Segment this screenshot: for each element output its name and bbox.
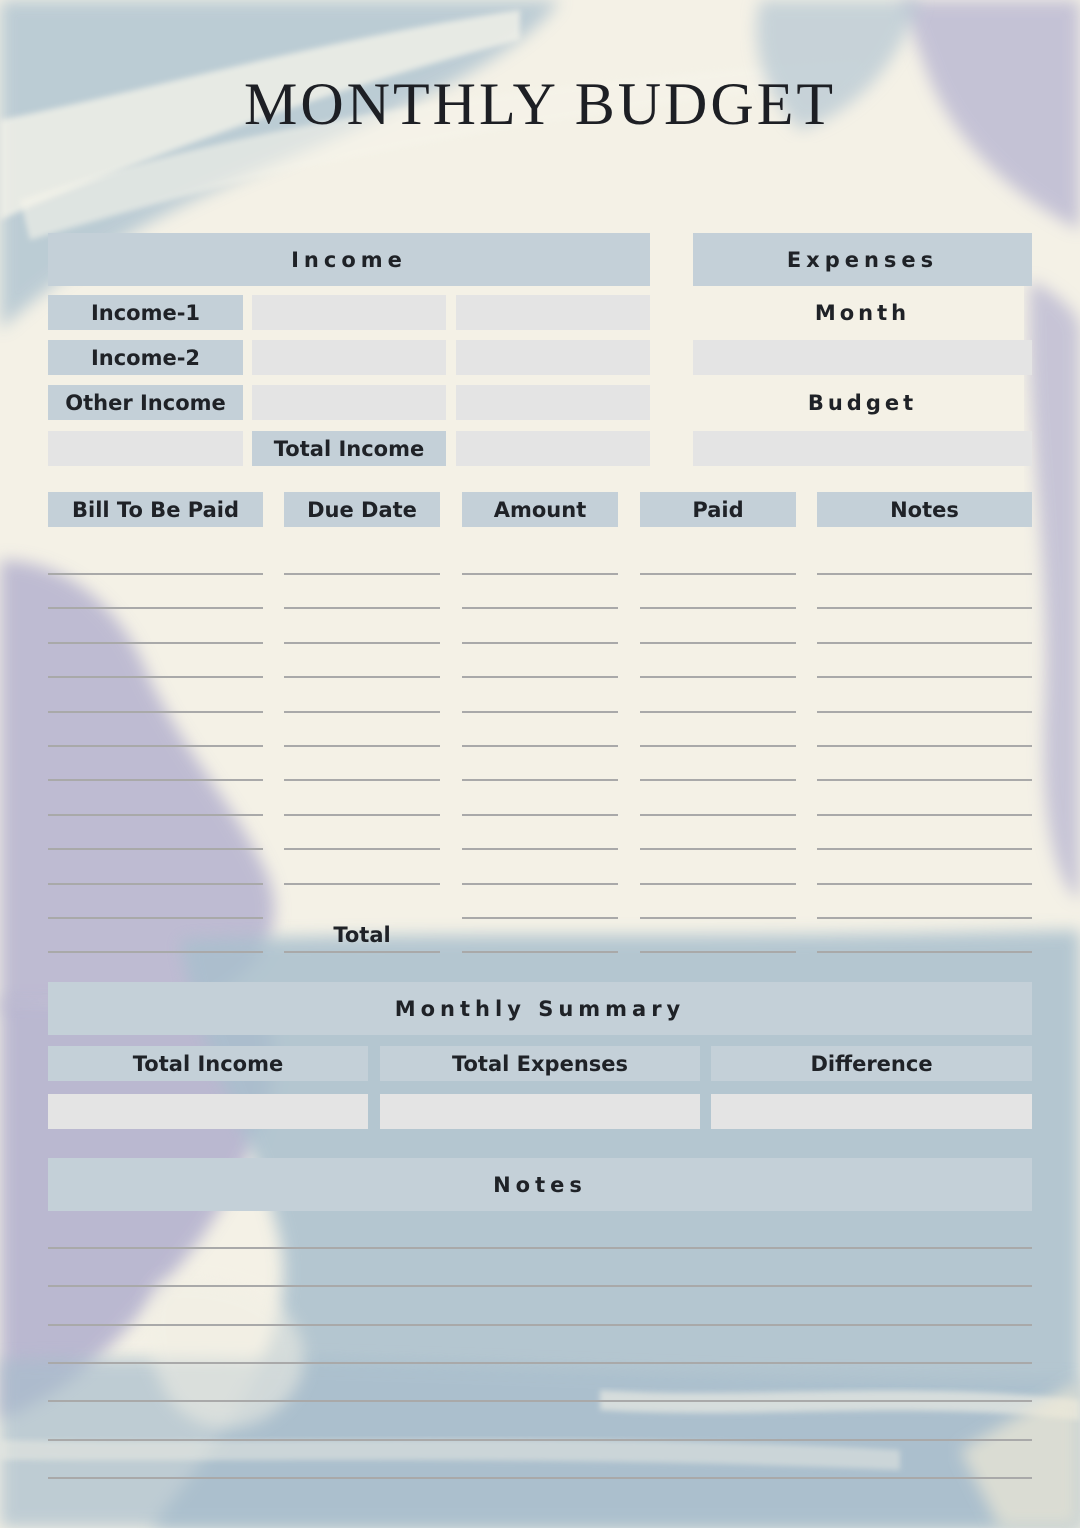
amount-column-header: Amount [462, 492, 618, 527]
bill-row-line[interactable] [462, 779, 618, 781]
notes-header: Notes [48, 1158, 1032, 1211]
bill-row-line[interactable] [48, 573, 263, 575]
bill-row-line[interactable] [817, 917, 1032, 919]
bill-row-line[interactable] [640, 883, 796, 885]
bill-row-line[interactable] [462, 848, 618, 850]
other-income-amount-field[interactable] [456, 385, 650, 420]
budget-label: Budget [807, 390, 918, 415]
bill-row-line[interactable] [284, 745, 440, 747]
other-income-label: Other Income [48, 385, 243, 420]
total-income-field[interactable] [456, 431, 650, 466]
summary-total-expenses-label: Total Expenses [380, 1046, 700, 1081]
bill-row-line[interactable] [48, 883, 263, 885]
bill-row-line[interactable] [817, 711, 1032, 713]
bill-row-line[interactable] [48, 745, 263, 747]
bill-row-line[interactable] [462, 573, 618, 575]
notes-line[interactable] [48, 1477, 1032, 1479]
bill-row-line[interactable] [817, 848, 1032, 850]
bill-row-line[interactable] [462, 814, 618, 816]
bill-row-line[interactable] [284, 951, 440, 953]
notes-line[interactable] [48, 1247, 1032, 1249]
notes-line[interactable] [48, 1439, 1032, 1441]
monthly-summary-header: Monthly Summary [48, 982, 1032, 1035]
budget-field[interactable] [693, 431, 1032, 466]
page-title: MONTHLY BUDGET [243, 71, 837, 137]
bill-row-line[interactable] [462, 607, 618, 609]
paid-column-header: Paid [640, 492, 796, 527]
bill-row-line[interactable] [640, 711, 796, 713]
notes-line[interactable] [48, 1285, 1032, 1287]
bill-row-line[interactable] [817, 814, 1032, 816]
other-income-source-field[interactable] [252, 385, 446, 420]
notes-line[interactable] [48, 1324, 1032, 1326]
bill-row-line[interactable] [817, 607, 1032, 609]
income-2-source-field[interactable] [252, 340, 446, 375]
bill-row-line[interactable] [48, 711, 263, 713]
bill-row-line[interactable] [817, 676, 1032, 678]
bill-row-line[interactable] [284, 883, 440, 885]
bill-row-line[interactable] [462, 883, 618, 885]
bill-row-line[interactable] [284, 676, 440, 678]
notes-line[interactable] [48, 1400, 1032, 1402]
bill-column-header: Bill To Be Paid [48, 492, 263, 527]
bill-row-line[interactable] [284, 573, 440, 575]
bill-row-line[interactable] [640, 951, 796, 953]
bill-row-line[interactable] [817, 642, 1032, 644]
bill-row-line[interactable] [817, 779, 1032, 781]
bills-total-label: Total [333, 923, 391, 947]
bill-row-line[interactable] [462, 745, 618, 747]
bill-row-line[interactable] [48, 607, 263, 609]
summary-total-income-field[interactable] [48, 1094, 368, 1129]
bill-row-line[interactable] [48, 642, 263, 644]
income-1-label: Income-1 [48, 295, 243, 330]
summary-total-income-label: Total Income [48, 1046, 368, 1081]
total-income-label: Total Income [252, 431, 446, 466]
bill-row-line[interactable] [284, 711, 440, 713]
bill-row-line[interactable] [462, 917, 618, 919]
income-2-label: Income-2 [48, 340, 243, 375]
bill-row-line[interactable] [48, 814, 263, 816]
bill-row-line[interactable] [817, 951, 1032, 953]
income-1-source-field[interactable] [252, 295, 446, 330]
bill-row-line[interactable] [48, 848, 263, 850]
bill-row-line[interactable] [462, 951, 618, 953]
bill-row-line[interactable] [817, 573, 1032, 575]
expenses-header: Expenses [693, 233, 1032, 286]
bill-row-line[interactable] [640, 848, 796, 850]
month-field[interactable] [693, 340, 1032, 375]
bill-row-line[interactable] [284, 814, 440, 816]
due-date-column-header: Due Date [284, 492, 440, 527]
bill-row-line[interactable] [462, 676, 618, 678]
bill-row-line[interactable] [817, 883, 1032, 885]
bill-row-line[interactable] [462, 711, 618, 713]
income-1-amount-field[interactable] [456, 295, 650, 330]
bill-row-line[interactable] [284, 607, 440, 609]
income-header: Income [48, 233, 650, 286]
bill-row-line[interactable] [640, 573, 796, 575]
bill-row-line[interactable] [817, 745, 1032, 747]
bill-row-line[interactable] [640, 745, 796, 747]
month-label: Month [814, 300, 911, 325]
summary-difference-field[interactable] [711, 1094, 1032, 1129]
bill-row-line[interactable] [640, 779, 796, 781]
bill-row-line[interactable] [640, 676, 796, 678]
bill-row-line[interactable] [48, 779, 263, 781]
bill-row-line[interactable] [284, 848, 440, 850]
income-blank-field[interactable] [48, 431, 243, 466]
bill-row-line[interactable] [640, 607, 796, 609]
bill-row-line[interactable] [48, 917, 263, 919]
bill-row-line[interactable] [48, 676, 263, 678]
notes-column-header: Notes [817, 492, 1032, 527]
bill-row-line[interactable] [48, 951, 263, 953]
bill-row-line[interactable] [284, 779, 440, 781]
summary-difference-label: Difference [711, 1046, 1032, 1081]
bill-row-line[interactable] [640, 642, 796, 644]
income-2-amount-field[interactable] [456, 340, 650, 375]
bill-row-line[interactable] [640, 917, 796, 919]
notes-line[interactable] [48, 1362, 1032, 1364]
bill-row-line[interactable] [462, 642, 618, 644]
bill-row-line[interactable] [640, 814, 796, 816]
bill-row-line[interactable] [284, 642, 440, 644]
summary-total-expenses-field[interactable] [380, 1094, 700, 1129]
